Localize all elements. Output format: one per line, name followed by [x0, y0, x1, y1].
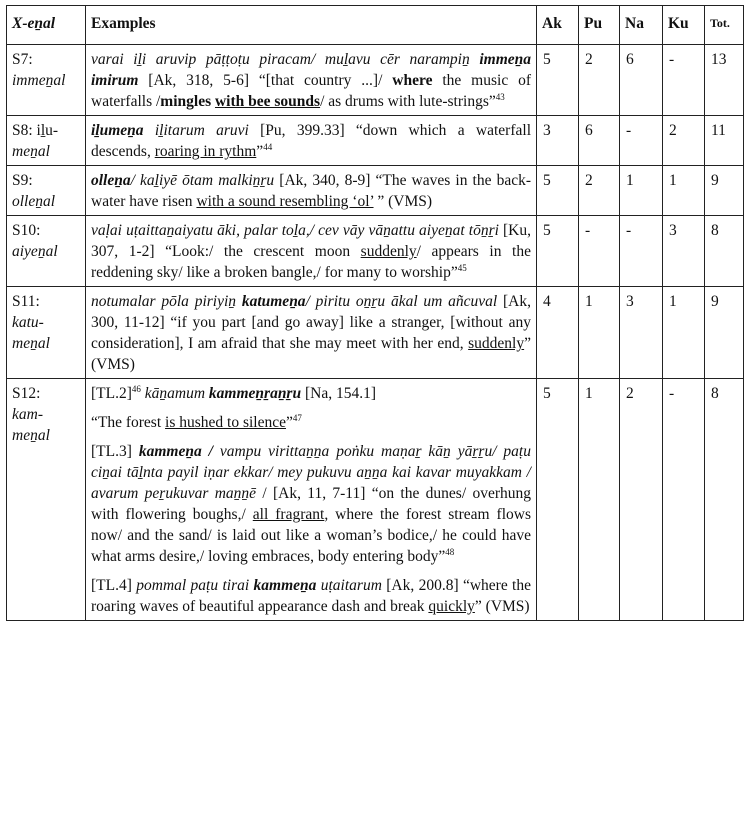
text-run: [TL.2] [91, 385, 132, 402]
text-run: kammeṉṟaṉṟu [208, 385, 302, 402]
label-term: olleṉal [12, 193, 56, 210]
text-run: [TL.4] [91, 577, 137, 594]
text-run: / [Ak, 11, 7-11] “on the dunes/ overhung with flowering boughs,/ [91, 485, 531, 523]
row-label [7, 379, 86, 621]
count-na: 3 [620, 287, 663, 379]
text-run: notumalar pōla piriyiṉ [91, 293, 242, 310]
table-row [7, 45, 744, 116]
count-ak: 5 [537, 216, 579, 287]
text-run: [Ak, 340, 8-9] “The waves in the back-water have risen [91, 172, 531, 210]
text-run: suddenly [468, 335, 525, 352]
table-row [7, 287, 744, 379]
footnote-ref: 43 [495, 91, 505, 102]
s12-line-1 [91, 383, 531, 404]
text-run: ” (VMS) [474, 598, 530, 615]
footnote-ref: 45 [457, 262, 467, 273]
header-ak: Ak [537, 6, 579, 45]
text-run: with bee sounds [214, 93, 321, 110]
text-run: [Ku, 307, 1-2] “Look:/ the crescent moon [91, 222, 531, 260]
count-ku: - [663, 45, 705, 116]
text-run: uṭaitarum [316, 577, 382, 594]
count-tot: 9 [705, 287, 744, 379]
text-run: / appears in the reddening sky/ like a broken bangle,/ for many to worship” [91, 243, 531, 281]
footnote-ref: 47 [292, 412, 302, 423]
text-run: pommal paṭu tirai [136, 577, 254, 594]
text-run: / as drums with lute-strings” [320, 93, 496, 110]
count-pu: 1 [579, 287, 620, 379]
count-ku: 2 [663, 116, 705, 166]
text-run: mingles [160, 93, 215, 110]
text-run: / kaḻiyē ōtam malkiṉṟu [130, 172, 275, 189]
count-ak: 4 [537, 287, 579, 379]
text-run: [Na, 154.1] [301, 385, 376, 402]
label-number: S10: [12, 222, 41, 239]
text-run: kammeṉa [253, 577, 317, 594]
row-example-s12 [86, 379, 537, 621]
header-na: Na [620, 6, 663, 45]
text-run: quickly [428, 598, 475, 615]
s12-line-2 [91, 412, 531, 433]
row-example [86, 116, 537, 166]
text-run: “The forest [91, 414, 166, 431]
text-run: vampu virittaṉṉa poṅku maṇaṟ kāṉ yāṟṟu/ paṭu ciṉai tāḻnta payil iṇar ekkar/ mey pukuvu aṉṉa kai kavar muyakkam / avarum peṟukuvar maṉṉē [91, 443, 531, 502]
text-run: kāṉamum [140, 385, 209, 402]
text-run: vaḷai uṭaittaṉaiyatu āki, palar toḻa,/ cev vāy vāṉattu aiyeṉat tōṉṟi [91, 222, 499, 239]
text-run: ” [286, 414, 293, 431]
label-term: immeṉal [12, 72, 66, 89]
count-na: 1 [620, 166, 663, 216]
count-na: 2 [620, 379, 663, 621]
header-pu: Pu [579, 6, 620, 45]
count-tot: 8 [705, 216, 744, 287]
header-row [7, 6, 744, 45]
text-run: olleṉa [91, 172, 131, 189]
footnote-ref: 44 [263, 141, 273, 152]
header-ku: Ku [663, 6, 705, 45]
label-term: katu- [12, 314, 44, 331]
text-run: [Pu, 399.33] “down which a waterfall descends, [91, 122, 531, 160]
label-number: S9: [12, 172, 33, 189]
label-number: S7: [12, 51, 33, 68]
count-pu: 2 [579, 45, 620, 116]
count-tot: 13 [705, 45, 744, 116]
count-ku: 1 [663, 287, 705, 379]
text-run: katumeṉa [241, 293, 306, 310]
label-term: kam- [12, 406, 43, 423]
label-number: S12: [12, 385, 41, 402]
count-pu: 1 [579, 379, 620, 621]
count-tot: 11 [705, 116, 744, 166]
footnote-ref: 46 [131, 383, 141, 394]
count-ku: 3 [663, 216, 705, 287]
count-tot: 8 [705, 379, 744, 621]
row-example [86, 166, 537, 216]
text-run: / piritu oṉṟu ākal um añcuval [305, 293, 498, 310]
count-na: 6 [620, 45, 663, 116]
label-term: aiyeṉal [12, 243, 58, 260]
text-run: [TL.3] [91, 443, 139, 460]
count-pu: 6 [579, 116, 620, 166]
row-label [7, 166, 86, 216]
text-run: all fragrant [252, 506, 325, 523]
s12-tl3 [91, 441, 531, 567]
text-run: immeṉa imirum [91, 51, 531, 89]
text-run: iḻumeṉa [91, 122, 144, 139]
count-pu: - [579, 216, 620, 287]
row-label [7, 45, 86, 116]
label-number: S8: iḻu- [12, 122, 59, 139]
text-run: [Ak, 318, 5-6] “[that country ...]/ [138, 72, 393, 89]
row-label [7, 287, 86, 379]
text-run: kammeṉa / [138, 443, 213, 460]
count-ak: 5 [537, 45, 579, 116]
count-na: - [620, 216, 663, 287]
label-term: meṉal [12, 427, 50, 444]
text-run: [Ak, 200.8] “where the roaring waves of beautiful appearance dash and break [91, 577, 531, 615]
row-label [7, 216, 86, 287]
text-run: [Ak, 300, 11-12] “if you part [and go away] like a stranger, [without any consideration], I am afraid that she may meet with her end, [91, 293, 531, 352]
text-run: where [392, 72, 433, 89]
text-run: , where the forest stream flows now/ and the sand/ is laid out like a woman’s bodice,/ he could have what arms desire,/ loving embraces, body entering body” [91, 506, 532, 565]
header-examples: Examples [86, 6, 537, 45]
count-ku: 1 [663, 166, 705, 216]
count-na: - [620, 116, 663, 166]
text-run: varai iḻi aruvip pāṭṭoṭu piracam/ muḻavu cēr narampiṉ [91, 51, 480, 68]
row-example [86, 287, 537, 379]
table-row [7, 216, 744, 287]
header-tot: Tot. [705, 6, 744, 45]
table-row [7, 116, 744, 166]
label-term: meṉal [12, 335, 50, 352]
table-row [7, 166, 744, 216]
count-ak: 3 [537, 116, 579, 166]
label-term: meṉal [12, 143, 50, 160]
text-run: with a sound resembling ‘ol’ [196, 193, 374, 210]
count-ku: - [663, 379, 705, 621]
text-run: is hushed to silence [165, 414, 286, 431]
text-run: the music of waterfalls / [91, 72, 532, 110]
sound-words-table [6, 5, 744, 621]
row-example [86, 45, 537, 116]
count-tot: 9 [705, 166, 744, 216]
header-xenal: X-eṉal [7, 6, 86, 45]
text-run: roaring in rythm [154, 143, 257, 160]
label-number: S11: [12, 293, 40, 310]
row-label [7, 116, 86, 166]
count-ak: 5 [537, 166, 579, 216]
footnote-ref: 48 [445, 546, 455, 557]
text-run: iḻitarum aruvi [143, 122, 249, 139]
text-run: ” (VMS) [373, 193, 433, 210]
table-row [7, 379, 744, 621]
count-pu: 2 [579, 166, 620, 216]
text-run: ” [256, 143, 264, 160]
text-run: ” (VMS) [91, 335, 531, 373]
row-example [86, 216, 537, 287]
text-run: suddenly [360, 243, 417, 260]
count-ak: 5 [537, 379, 579, 621]
s12-tl4 [91, 575, 531, 617]
